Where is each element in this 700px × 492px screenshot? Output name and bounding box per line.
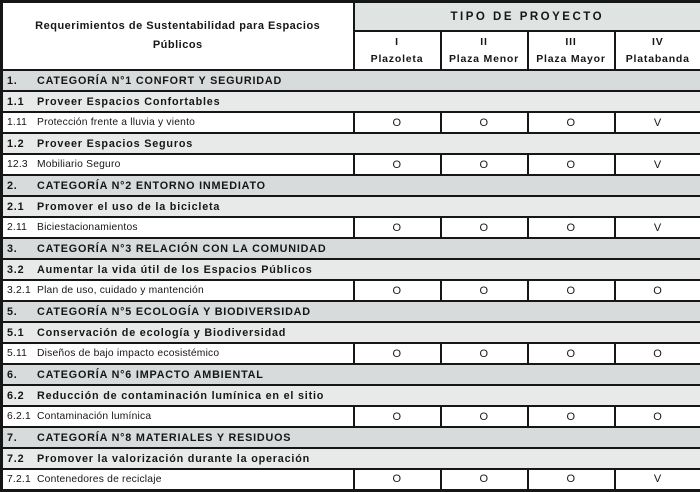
value-cell-iii: O [528,154,615,175]
value-cell-ii: O [441,343,528,364]
row-code: 5.1 [3,327,37,339]
column-header-ii [441,31,528,70]
row-code: 3.2.1 [3,285,37,296]
row-label: Proveer Espacios Confortables [37,96,220,108]
row-label: CATEGORÍA N°1 CONFORT Y SEGURIDAD [37,75,282,87]
subcategory-cell [2,385,700,406]
subcategory-row [2,322,700,343]
value-cell-ii: O [441,112,528,133]
subcategory-row [2,385,700,406]
row-code: 2.1 [3,201,37,213]
category-cell [2,175,700,196]
item-row [2,154,700,175]
value-cell-iii: O [528,406,615,427]
row-label: Contaminación lumínica [37,411,151,422]
item-label-cell [2,154,354,175]
subcategory-cell [2,259,700,280]
category-cell [2,301,700,322]
value-cell-iv: O [615,406,700,427]
column-header-iv [615,31,700,70]
row-code: 1.2 [3,138,37,150]
row-label: Promover el uso de la bicicleta [37,201,220,213]
column-name: Plazoleta [355,51,440,67]
subcategory-cell [2,133,700,154]
column-numeral: II [442,34,527,50]
value-cell-iii: O [528,469,615,490]
category-cell [2,427,700,448]
subcategory-cell [2,448,700,469]
value-cell-i: O [354,280,441,301]
category-row [2,427,700,448]
row-code: 3. [3,243,37,255]
item-row [2,469,700,490]
row-label: Promover la valorización durante la operación [37,453,310,465]
column-numeral: IV [616,34,700,50]
column-name: Platabanda [616,51,700,67]
row-label: CATEGORÍA N°8 MATERIALES Y RESIDUOS [37,432,291,444]
category-row [2,364,700,385]
value-cell-iii: O [528,112,615,133]
value-cell-ii: O [441,406,528,427]
value-cell-iv: V [615,217,700,238]
row-label: CATEGORÍA N°5 ECOLOGÍA Y BIODIVERSIDAD [37,306,311,318]
row-code: 7.2 [3,453,37,465]
row-label: Biciestacionamientos [37,222,138,233]
row-code: 3.2 [3,264,37,276]
value-cell-iii: O [528,343,615,364]
item-label-cell [2,406,354,427]
value-cell-i: O [354,343,441,364]
column-name: Plaza Mayor [529,51,614,67]
row-label: CATEGORÍA N°2 ENTORNO INMEDIATO [37,180,266,192]
row-code: 5. [3,306,37,318]
row-code: 7.2.1 [3,474,37,485]
row-label: Diseños de bajo impacto ecosistémico [37,348,219,359]
subcategory-row [2,133,700,154]
column-numeral: I [355,34,440,50]
value-cell-iv: V [615,112,700,133]
row-label: CATEGORÍA N°6 IMPACTO AMBIENTAL [37,369,264,381]
row-label: Aumentar la vida útil de los Espacios Públicos [37,264,313,276]
category-cell [2,364,700,385]
row-code: 12.3 [3,159,37,170]
row-code: 1.1 [3,96,37,108]
value-cell-i: O [354,112,441,133]
value-cell-i: O [354,217,441,238]
item-label-cell [2,280,354,301]
row-label: Conservación de ecología y Biodiversidad [37,327,286,339]
row-code: 1. [3,75,37,87]
value-cell-iv: V [615,469,700,490]
item-label-cell [2,217,354,238]
item-row [2,217,700,238]
subcategory-cell [2,91,700,112]
row-code: 2.11 [3,222,37,233]
column-header-iii [528,31,615,70]
item-row [2,112,700,133]
category-row [2,238,700,259]
subcategory-cell [2,322,700,343]
value-cell-ii: O [441,469,528,490]
item-label-cell [2,112,354,133]
row-code: 6.2.1 [3,411,37,422]
category-row [2,70,700,91]
value-cell-iii: O [528,217,615,238]
category-row [2,175,700,196]
value-cell-ii: O [441,280,528,301]
subcategory-row [2,91,700,112]
column-header-i [354,31,441,70]
subcategory-row [2,196,700,217]
row-code: 2. [3,180,37,192]
value-cell-iv: O [615,343,700,364]
subcategory-row [2,259,700,280]
row-label: Contenedores de reciclaje [37,474,162,485]
value-cell-i: O [354,154,441,175]
row-label: Mobiliario Seguro [37,159,121,170]
subcategory-row [2,448,700,469]
value-cell-iv: O [615,280,700,301]
row-label: Protección frente a lluvia y viento [37,117,195,128]
category-row [2,301,700,322]
header-row-group [2,2,700,32]
row-label: Proveer Espacios Seguros [37,138,193,150]
table-title: Requerimientos de Sustentabilidad para Espacios Públicos [2,2,354,71]
value-cell-iv: V [615,154,700,175]
subcategory-cell [2,196,700,217]
value-cell-ii: O [441,154,528,175]
row-code: 7. [3,432,37,444]
item-label-cell [2,343,354,364]
category-cell [2,70,700,91]
column-name: Plaza Menor [442,51,527,67]
value-cell-iii: O [528,280,615,301]
item-row [2,343,700,364]
row-label: Plan de uso, cuidado y mantención [37,285,204,296]
project-type-group-header: TIPO DE PROYECTO [354,2,700,32]
value-cell-i: O [354,469,441,490]
row-code: 6. [3,369,37,381]
row-code: 6.2 [3,390,37,402]
item-label-cell [2,469,354,490]
row-label: CATEGORÍA N°3 RELACIÓN CON LA COMUNIDAD [37,243,326,255]
row-code: 5.11 [3,348,37,359]
category-cell [2,238,700,259]
row-code: 1.11 [3,117,37,128]
row-label: Reducción de contaminación lumínica en el sitio [37,390,324,402]
column-numeral: III [529,34,614,50]
value-cell-ii: O [441,217,528,238]
value-cell-i: O [354,406,441,427]
item-row [2,280,700,301]
item-row [2,406,700,427]
